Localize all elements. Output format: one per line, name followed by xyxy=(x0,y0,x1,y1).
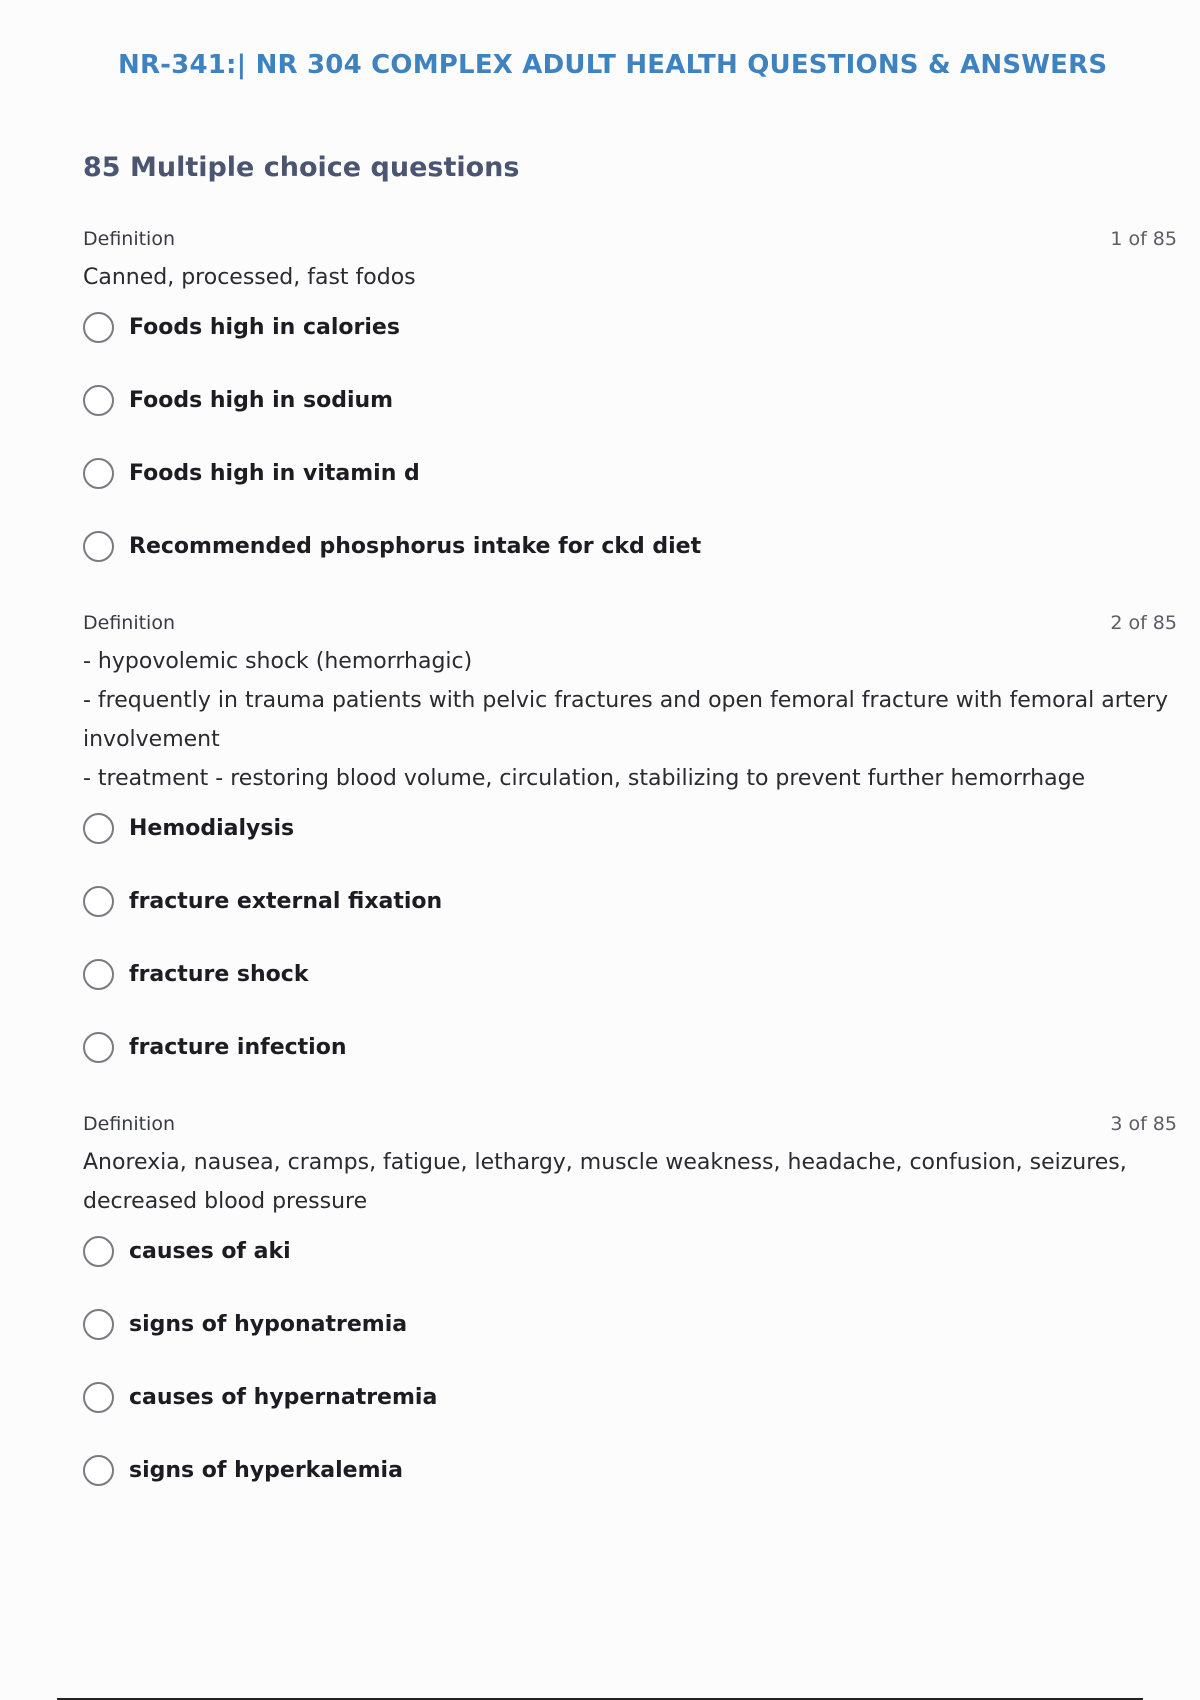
question-header xyxy=(83,608,1177,642)
answer-option[interactable] xyxy=(83,1381,1177,1454)
question-header xyxy=(83,224,1177,258)
answer-option[interactable] xyxy=(83,1031,1177,1089)
option-label: Foods high in sodium xyxy=(129,388,394,413)
option-label: Foods high in vitamin d xyxy=(129,461,420,486)
question-type-label: Definition xyxy=(83,1113,176,1135)
document-title: NR-341:| NR 304 COMPLEX ADULT HEALTH QUESTIONS & ANSWERS xyxy=(118,50,1108,80)
option-label: fracture shock xyxy=(129,962,309,987)
question-definition xyxy=(83,258,1177,311)
option-label: Hemodialysis xyxy=(129,816,295,841)
radio-button[interactable] xyxy=(83,1032,114,1063)
option-label: signs of hyponatremia xyxy=(129,1312,408,1337)
radio-button[interactable] xyxy=(83,1382,114,1413)
question-type-label: Definition xyxy=(83,228,176,250)
definition-line: Anorexia, nausea, cramps, fatigue, lethargy, muscle weakness, headache, confusion, seizures, decreased blood pressure xyxy=(83,1150,1127,1214)
radio-button[interactable] xyxy=(83,531,114,562)
radio-button[interactable] xyxy=(83,385,114,416)
question-counter: 1 of 85 xyxy=(1110,228,1177,250)
section-heading: 85 Multiple choice questions xyxy=(83,152,520,183)
answer-option[interactable] xyxy=(83,384,1177,457)
question-counter: 2 of 85 xyxy=(1110,612,1177,634)
option-label: Recommended phosphorus intake for ckd diet xyxy=(129,534,702,559)
radio-button[interactable] xyxy=(83,886,114,917)
radio-button[interactable] xyxy=(83,312,114,343)
option-label: fracture infection xyxy=(129,1035,347,1060)
definition-line: - hypovolemic shock (hemorrhagic) xyxy=(83,649,473,674)
answer-option[interactable] xyxy=(83,812,1177,885)
answer-option[interactable] xyxy=(83,1454,1177,1512)
answer-option[interactable] xyxy=(83,1308,1177,1381)
question-definition xyxy=(83,642,1177,812)
answer-option[interactable] xyxy=(83,457,1177,530)
radio-button[interactable] xyxy=(83,1455,114,1486)
radio-button[interactable] xyxy=(83,1309,114,1340)
question-definition xyxy=(83,1143,1177,1235)
definition-line: - frequently in trauma patients with pelvic fractures and open femoral fracture with femoral artery involvement xyxy=(83,688,1169,752)
answer-option[interactable] xyxy=(83,1235,1177,1308)
question-3 xyxy=(83,1109,1177,1512)
answer-option[interactable] xyxy=(83,311,1177,384)
option-label: causes of hypernatremia xyxy=(129,1385,438,1410)
question-1 xyxy=(83,224,1177,588)
option-label: causes of aki xyxy=(129,1239,291,1264)
radio-button[interactable] xyxy=(83,458,114,489)
answer-option[interactable] xyxy=(83,530,1177,588)
definition-line: - treatment - restoring blood volume, circulation, stabilizing to prevent further hemorrhage xyxy=(83,766,1086,791)
definition-line: Canned, processed, fast fodos xyxy=(83,265,416,290)
question-header xyxy=(83,1109,1177,1143)
option-label: fracture external fixation xyxy=(129,889,443,914)
radio-button[interactable] xyxy=(83,1236,114,1267)
option-label: signs of hyperkalemia xyxy=(129,1458,403,1483)
option-label: Foods high in calories xyxy=(129,315,400,340)
answer-option[interactable] xyxy=(83,958,1177,1031)
question-type-label: Definition xyxy=(83,612,176,634)
radio-button[interactable] xyxy=(83,959,114,990)
question-2 xyxy=(83,608,1177,1089)
question-counter: 3 of 85 xyxy=(1110,1113,1177,1135)
answer-option[interactable] xyxy=(83,885,1177,958)
question-list xyxy=(83,224,1177,1532)
radio-button[interactable] xyxy=(83,813,114,844)
